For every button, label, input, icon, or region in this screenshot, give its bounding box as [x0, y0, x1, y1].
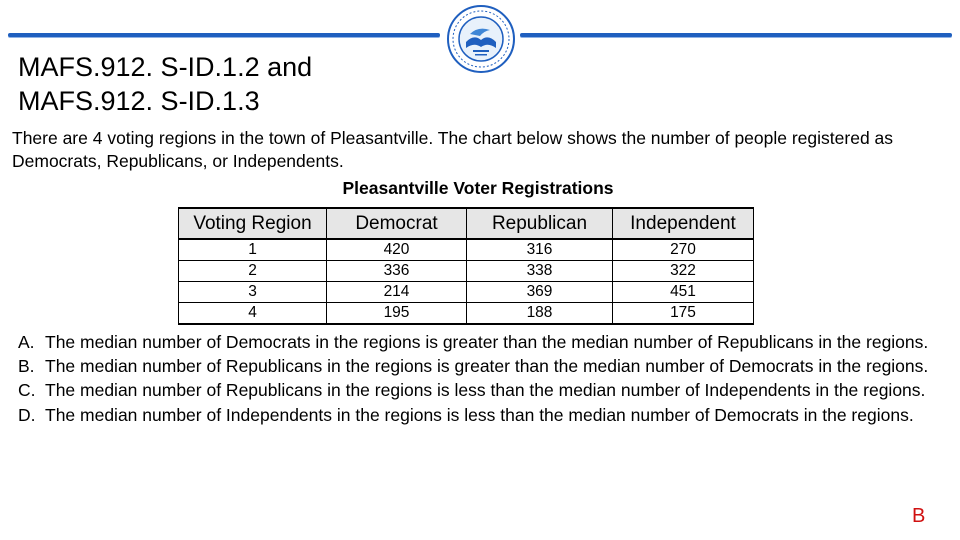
table-cell: 322 [613, 261, 754, 282]
school-district-seal-icon [446, 4, 516, 74]
column-header-republican: Republican [467, 208, 613, 239]
table-cell: 188 [467, 303, 613, 325]
option-text: The median number of Democrats in the regions is greater than the median number of Republicans in the regions. [45, 332, 929, 352]
table-cell: 175 [613, 303, 754, 325]
table-cell: 3 [179, 282, 327, 303]
table-cell: 4 [179, 303, 327, 325]
page-title [18, 50, 312, 118]
header-rule-right [520, 33, 952, 37]
table-row [179, 239, 754, 261]
table-caption: Pleasantville Voter Registrations [342, 178, 614, 198]
table-cell: 336 [327, 261, 467, 282]
table-cell: 420 [327, 239, 467, 261]
column-header-voting-region: Voting Region [179, 208, 327, 239]
table-row [179, 261, 754, 282]
option-letter: A. [18, 332, 35, 352]
table-cell: 369 [467, 282, 613, 303]
option-text: The median number of Republicans in the regions is greater than the median number of Democrats in the regions. [45, 356, 929, 377]
table-cell: 451 [613, 282, 754, 303]
title-line-2: MAFS.912. S-ID.1.3 [18, 86, 260, 116]
answer-key: B [912, 505, 926, 527]
option-letter: C. [18, 380, 36, 401]
column-header-independent: Independent [613, 208, 754, 239]
table-cell: 195 [327, 303, 467, 325]
option-letter: D. [18, 404, 36, 425]
answer-options [18, 330, 948, 427]
voter-registration-table [178, 207, 754, 325]
option-c [18, 378, 948, 402]
table-cell: 214 [327, 282, 467, 303]
table-cell: 1 [179, 239, 327, 261]
table-header-row [179, 208, 754, 239]
option-b [18, 354, 948, 378]
table-cell: 338 [467, 261, 613, 282]
title-line-1: MAFS.912. S-ID.1.2 and [18, 52, 313, 82]
table-cell: 316 [467, 239, 613, 261]
option-d [18, 403, 948, 427]
option-a [18, 330, 948, 354]
table-row [179, 282, 754, 303]
header-rule-left [8, 33, 440, 37]
option-text: The median number of Republicans in the regions is less than the median number of Independents in the regions. [45, 380, 926, 401]
table-cell: 270 [613, 239, 754, 261]
column-header-democrat: Democrat [327, 208, 467, 239]
table-row [179, 303, 754, 325]
table-cell: 2 [179, 261, 327, 282]
question-intro: There are 4 voting regions in the town of Pleasantville. The chart below shows the number of people registered as Democrats, Republicans, or Independents. [12, 128, 894, 171]
option-text: The median number of Independents in the regions is less than the median number of Democrats in the regions. [45, 404, 914, 425]
option-letter: B. [18, 356, 35, 377]
